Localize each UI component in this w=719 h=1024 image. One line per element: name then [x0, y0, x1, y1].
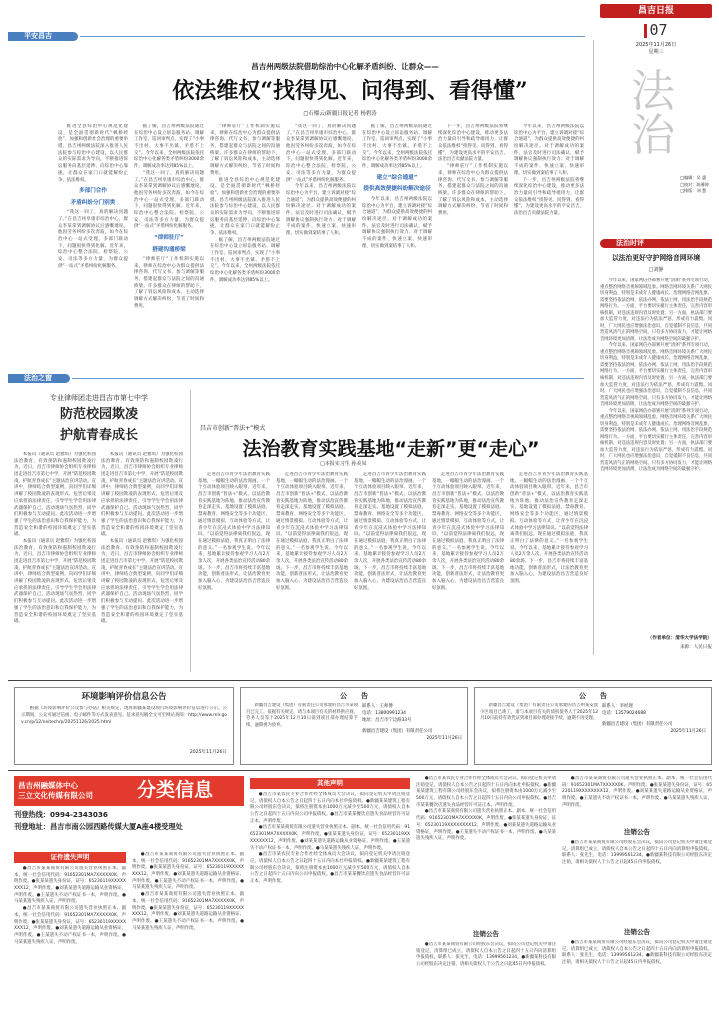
notice-1-address: 地址：昌吉市宁边路33号 — [362, 718, 412, 724]
paper-name: 昌吉日报 — [600, 4, 712, 18]
main-col-4: “我这一回了，真的解决问题了。”在昌吉州阜康市综治中心，群众李某拿到调解协议后感慨地说。他因劳务纠纷多次奔波，如今在综治中心一站式受理、多部门联动下，问题很快得到化解。近年来，综治中心整合法院、检察院、公安、司法等多方力量，为群众提供“一站式”矛盾纠纷化解服务。 今年以来，昌吉州两级法院以综治中心为平台，建立诉调对接“综合通道”，为群众提供高效便捷的纠纷解决途径。对于调解成功的案件，法官及时进行司法确认，赋予调解协议强制执行效力；对于调解不成的案件，快速立案、快速审理，切实做到案结事了人和。 — [286, 124, 356, 236]
story2-col-2: 本报讯（通讯员 赵雅琪）为强化校园法治教育，有效预防和遏制校园欺凌行为，近日，昌吉市律师协会组织专业律师团走进昌吉市第七中学，开展“防范校园欺凌，护航青春成长”主题法治宣讲活动。宣讲中，律师结合典型案例，向同学们详细讲解了校园欺凌的表现形式、危害后果及应承担的法律责任，引导学生学会用法律武器保护自己。活动现场气氛热烈，同学们积极参与互动提问。此次活动进一步增强了学生的法治意识和自我保护能力，为营造安全和谐的校园环境奠定了坚实基础。 本报讯（通讯员 赵雅琪）为强化校园法治教育，有效预防和遏制校园欺凌行为，近日，昌吉市律师协会组织专业律师团走进昌吉市第七中学，开展“防范校园欺凌，护航青春成长”主题法治宣讲活动。宣讲中，律师结合典型案例，向同学们详细讲解了校园欺凌的表现形式、危害后果及应承担的法律责任，引导学生学会用法律武器保护自己。活动现场气氛热烈，同学们积极参与互动提问。此次活动进一步增强了学生的法治意识和自我保护能力，为营造安全和谐的校园环境奠定了坚实基础。 — [101, 452, 183, 625]
env-notice-box — [14, 687, 234, 765]
main-col-2: 据了解，昌吉州两级法院通过在综治中心设立诉讼服务站、调解工作室、巡回审判点，实现了“小事不出村、大事不出镇、矛盾不上交”。今年以来，全州两级法院依托综治中心化解各类矛盾纠纷3000余件，调解成功率达到85%以上。 “我这一回了，真的解决问题了。”在昌吉州阜康市综治中心，群众李某拿到调解协议后感慨地说。他因劳务纠纷多次奔波，如今在综治中心一站式受理、多部门联动下，问题很快得到化解。近年来，综治中心整合法院、检察院、公安、司法等多方力量，为群众提供“一站式”矛盾纠纷化解服务。 “律师驻厅” 搭建沟通桥梁 “律师驻厅”工作机制实施以来，律师在综治中心为群众提供法律咨询、代写文书、参与调解等服务，搭建起群众与法院之间的沟通桥梁。许多群众在律师的帮助下，了解了诉讼风险和成本，主动选择调解方式解决纠纷，节省了时间和费用。 — [134, 124, 204, 309]
section-bar-middle: 法治之窗 — [8, 374, 70, 383]
notice-2-box — [474, 687, 712, 765]
notice-1-company: 新疆昌吉建设（集团）有限责任公司 — [362, 729, 433, 735]
divider — [8, 770, 712, 771]
story3-col-1: 走进昌吉市青少年法治教育实践基地，一幅幅生动的法治漫画、一个个互动体验项目映入眼帘。近年来，昌吉市创新“普法+”模式，以法治教育实践基地为阵地，推动法治宣传教育走深走实。基地设置了模拟法庭、禁毒教育、网络安全等多个功能区，通过情景模拟、互动体验等方式，让青少年在沉浸式体验中学习法律知识。“以前觉得法律离我们很远，现在通过模拟法庭，我真正明白了法律的意义。”一名参观学生说。今年以来，基地累计接待参观学习人员2万余人次，开展各类法治宣传活动80余场。下一步，昌吉市将持续丰富基地功能，创新普法形式，让法治教育更加入脑入心，为建设法治昌吉营造良好氛围。 — [198, 472, 270, 591]
comment-body: 今年以来，国家网信办部署开展“清朗”系列专项行动，重点整治网络音视频领域乱象。网络音网环境关系广大网民切身利益，特别是未成年人健康成长。治理网络音网乱象，需要坚持依法治网、依法办网、依法上网，用法治手段规范网络行为。一方面，平台要切实履行主体责任，完善内容审核机制，对违法违规内容及时处置；另一方面，执法部门要加大监管力度，对违法行为依法严惩，形成有力震慑。同时，广大网民也应增强法治意识，自觉抵制不良信息，共同营造风清气正的网络空间。只有多方协同发力，才能让网络音网环境更加清朗，让法治成为网络空间的最强守护。 今年以来，国家网信办部署开展“清朗”系列专项行动，重点整治网络音视频领域乱象。网络音网环境关系广大网民切身利益，特别是未成年人健康成长。治理网络音网乱象，需要坚持依法治网、依法办网、依法上网，用法治手段规范网络行为。一方面，平台要切实履行主体责任，完善内容审核机制，对违法违规内容及时处置；另一方面，执法部门要加大监管力度，对违法行为依法严惩，形成有力震慑。同时，广大网民也应增强法治意识，自觉抵制不良信息，共同营造风清气正的网络空间。只有多方协同发力，才能让网络音网环境更加清朗，让法治成为网络空间的最强守护。 今年以来，国家网信办部署开展“清朗”系列专项行动，重点整治网络音视频领域乱象。网络音网环境关系广大网民切身利益，特别是未成年人健康成长。治理网络音网乱象，需要坚持依法治网、依法办网、依法上网，用法治手段规范网络行为。一方面，平台要切实履行主体责任，完善内容审核机制，对违法违规内容及时处置；另一方面，执法部门要加大监管力度，对违法行为依法严惩，形成有力震慑。同时，广大网民也应增强法治意识，自觉抵制不良信息，共同营造风清气正的网络空间。只有多方协同发力，才能让网络音网环境更加清朗，让法治成为网络空间的最强守护。 — [600, 278, 712, 473]
notice-1-contact: 联系人：王师傅 — [362, 704, 393, 710]
notice-1-title: 公 告 — [340, 692, 368, 700]
lost-title-bar: 证件遗失声明 — [14, 852, 126, 863]
notice-2-company: 新疆昌吉建设（集团）有限责任公司 — [602, 722, 673, 728]
issue-weekday: 星期三 — [648, 49, 664, 55]
story2-headline-1: 防范校园欺凌 — [59, 407, 138, 422]
cancel-title-1: 注销公告 — [473, 930, 499, 938]
notice-2-phone: 电话：13579024688 — [602, 711, 646, 717]
classified-company-1: 昌吉州融媒体中心 — [18, 781, 78, 791]
story3-col-3: 走进昌吉市青少年法治教育实践基地，一幅幅生动的法治漫画、一个个互动体验项目映入眼帘。近年来，昌吉市创新“普法+”模式，以法治教育实践基地为阵地，推动法治宣传教育走深走实。基地设置了模拟法庭、禁毒教育、网络安全等多个功能区，通过情景模拟、互动体验等方式，让青少年在沉浸式体验中学习法律知识。“以前觉得法律离我们很远，现在通过模拟法庭，我真正明白了法律的意义。”一名参观学生说。今年以来，基地累计接待参观学习人员2万余人次，开展各类法治宣传活动80余场。下一步，昌吉市将持续丰富基地功能，创新普法形式，让法治教育更加入脑入心，为建设法治昌吉营造良好氛围。 — [354, 472, 426, 591]
divider — [72, 378, 584, 379]
comment-source: （作者单位：清华大学法学院） — [647, 636, 712, 641]
env-notice-title: 环境影响评价信息公告 — [81, 692, 167, 702]
story3-col-5: 走进昌吉市青少年法治教育实践基地，一幅幅生动的法治漫画、一个个互动体验项目映入眼帘。近年来，昌吉市创新“普法+”模式，以法治教育实践基地为阵地，推动法治宣传教育走深走实。基地设置了模拟法庭、禁毒教育、网络安全等多个功能区，通过情景模拟、互动体验等方式，让青少年在沉浸式体验中学习法律知识。“以前觉得法律离我们很远，现在通过模拟法庭，我真正明白了法律的意义。”一名参观学生说。今年以来，基地累计接待参观学习人员2万余人次，开展各类法治宣传活动80余场。下一步，昌吉市将持续丰富基地功能，创新普法形式，让法治教育更加入脑入心，为建设法治昌吉营造良好氛围。 — [510, 472, 588, 584]
comment-title: 以法治更好守护网络音网环境 — [611, 254, 701, 262]
notice-1-box — [240, 687, 468, 765]
editor-credits: □编辑：吴 惠 □校对：陈雅婷 □排版：刘 慧 — [680, 175, 710, 194]
main-col-7: 今年以来，昌吉州两级法院以综治中心为平台，建立诉调对接“综合通道”，为群众提供高效便捷的纠纷解决途径。对于调解成功的案件，法官及时进行司法确认，赋予调解协议强制执行效力；对于调解不成的案件，快速立案、快速审理，切实做到案结事了人和。 下一步，昌吉州两级法院将继续深化综治中心建设，推动更多法治力量向引导和疏导端用力，让群众依法维权“找得见、问得到、看得懂”，为建设更高水平的平安昌吉、法治昌吉贡献法院力量。 — [514, 124, 584, 216]
notice-2-text: 新疆昌吉建设（集团）有限责任公司承建的昌吉州某安置小区项目已竣工，请与本项目有关的债权债务人于2025年12月10日前持有效凭证到项目部办理对接手续，逾期不再受理。 — [480, 703, 598, 722]
sidebar-calligraphy — [624, 66, 682, 190]
other-col-3: ●昌吉市某某商贸有限公司遗失营业执照正本、副本，统一社会信用代码：91652301MA7XXXXX0K，声明作废。●张某某遗失身份证，证号：65230119XXXXXXXX12，声明作废。●刘某某遗失道路运输从业资格证，声明作废。●王某遗失不动产权证书一本，声明作废。●马某某遗失残疾人证，声明作废。 — [562, 776, 712, 808]
main-col-6: 下一步，昌吉州两级法院将继续深化综治中心建设，推动更多法治力量向引导和疏导端用力，让群众依法维权“找得见、问得到、看得懂”，为建设更高水平的平安昌吉、法治昌吉贡献法院力量。 “律师驻厅”工作机制实施以来，律师在综治中心为群众提供法律咨询、代写文书、参与调解等服务，搭建起群众与法院之间的沟通桥梁。许多群众在律师的帮助下，了解了诉讼风险和成本，主动选择调解方式解决纠纷，节省了时间和费用。 — [438, 124, 508, 216]
calligraphy-char-2: 治 — [631, 110, 675, 161]
notice-1-text: 新疆昌吉建设（集团）有限责任公司承建的昌吉市某项目已完工，依据有关规定，请与本项目有关的材料供应商、劳务人员等于2025年12月10日前到项目部办理结算手续，逾期视为放弃。 — [246, 703, 358, 728]
main-kicker: 昌吉州两级法院借助综治中心化解矛盾纠纷、让群众—— — [251, 62, 439, 71]
env-notice-date: 2025年11月26日 — [189, 750, 227, 756]
story3-col-2: 走进昌吉市青少年法治教育实践基地，一幅幅生动的法治漫画、一个个互动体验项目映入眼帘。近年来，昌吉市创新“普法+”模式，以法治教育实践基地为阵地，推动法治宣传教育走深走实。基地设置了模拟法庭、禁毒教育、网络安全等多个功能区，通过情景模拟、互动体验等方式，让青少年在沉浸式体验中学习法律知识。“以前觉得法律离我们很远，现在通过模拟法庭，我真正明白了法律的意义。”一名参观学生说。今年以来，基地累计接待参观学习人员2万余人次，开展各类法治宣传活动80余场。下一步，昌吉市将持续丰富基地功能，创新普法形式，让法治教育更加入脑入心，为建设法治昌吉营造良好氛围。 — [276, 472, 348, 591]
classified-contact — [14, 809, 244, 832]
cancel-title-2: 注销公告 — [624, 828, 650, 836]
lost-col-2: ●昌吉市某某商贸有限公司遗失营业执照正本、副本，统一社会信用代码：91652301MA7XXXXX0K，声明作废。●张某某遗失身份证，证号：65230119XXXXXXXX12，声明作废。●刘某某遗失道路运输从业资格证，声明作废。●王某遗失不动产权证书一本，声明作废。●马某某遗失残疾人证，声明作废。 ●昌吉市某某商贸有限公司遗失营业执照正本、副本，统一社会信用代码：91652301MA7XXXXX0K，声明作废。●张某某遗失身份证，证号：65230119XXXXXXXX12，声明作废。●刘某某遗失道路运输从业资格证，声明作废。●王某遗失不动产权证书一本，声明作废。●马某某遗失残疾人证，声明作废。 — [132, 852, 244, 931]
section-bar-top: 平安昌吉 — [8, 32, 78, 41]
divider — [190, 390, 191, 672]
classified-address: 刊登地址：昌吉市南公园西路传媒大厦A座4楼受理处 — [14, 821, 183, 831]
calligraphy-char-1: 法 — [631, 66, 675, 117]
env-notice-text: 根据《环境影响评价公众参与办法》相关规定，现将新疆某建设项目环境影响评价信息进行公示。公示期间，公众可通过信函、电子邮件等方式发表意见。征求意见稿全文可至网站查阅：http://www.mlr.gov.cn/p/12/neitech/p/20251126/2025.html — [21, 706, 227, 725]
other-title-bar: 其他声明 — [250, 778, 410, 789]
issue-date: 2025年11月26日 — [635, 41, 677, 48]
classified-company-2: 三立文化传媒有限公司 — [18, 791, 93, 800]
story2-headline-2: 护航青春成长 — [59, 428, 138, 443]
other-col-2: ●昌吉市某农民专业合作社经全体成员大会决议，拟向登记机关申请注销登记，请债权人自本公告之日起四十五日内向本社申报债权。●新疆某某建筑工程有限公司经股东会决议，拟将注册资本由1000万元减少至500万元，请债权人自本公告之日起四十五日内向公司申报债权。●昌吉市某某餐饮店遗失食品经营许可证正本，声明作废。 ●昌吉市某某商贸有限公司遗失营业执照正本、副本，统一社会信用代码：91652301MA7XXXXX0K，声明作废。●张某某遗失身份证，证号：65230119XXXXXXXX12，声明作废。●刘某某遗失道路运输从业资格证，声明作废。●王某遗失不动产权证书一本，声明作废。●马某某遗失残疾人证，声明作废。 — [416, 776, 556, 842]
notice-2-title: 公 告 — [579, 692, 607, 700]
comment-author: □刘静 — [648, 267, 664, 273]
divider — [593, 40, 594, 655]
notice-2-contact: 联系人：李经理 — [602, 704, 633, 710]
main-col-3: “律师驻厅”工作机制实施以来，律师在综治中心为群众提供法律咨询、代写文书、参与调解等服务，搭建起群众与法院之间的沟通桥梁。许多群众在律师的帮助下，了解了诉讼风险和成本，主动选择调解方式解决纠纷，节省了时间和费用。 推进全县综治中心规范化建设，是全面贯彻新时代“枫桥经验”、加强和创新社会治理的重要举措。昌吉州两级法院深入推进人民法院参与综治中心建设，以人民群众的实际需求为导向，不断推进诉讼服务向基层延伸、向综治中心靠拢，让群众在家门口就能解纷止争、依法维权。 据了解，昌吉州两级法院通过在综治中心设立诉讼服务站、调解工作室、巡回审判点，实现了“小事不出村、大事不出镇、矛盾不上交”。今年以来，全州两级法院依托综治中心化解各类矛盾纠纷3000余件，调解成功率达到85%以上。 — [210, 124, 280, 283]
divider — [8, 680, 712, 681]
divider — [80, 36, 585, 37]
main-col-5: 据了解，昌吉州两级法院通过在综治中心设立诉讼服务站、调解工作室、巡回审判点，实现了“小事不出村、大事不出镇、矛盾不上交”。今年以来，全州两级法院依托综治中心化解各类矛盾纠纷3000余件，调解成功率达到85%以上。 建立“综合通道” 提供高效便捷纠纷解决途径 今年以来，昌吉州两级法院以综治中心为平台，建立诉调对接“综合通道”，为群众提供高效便捷的纠纷解决途径。对于调解成功的案件，法官及时进行司法确认，赋予调解协议强制执行效力；对于调解不成的案件，快速立案、快速审理，切实做到案结事了人和。 — [362, 124, 432, 249]
cancel-col-3: ●昌吉市某某商贸有限公司经股东会决议，拟向公司登记机关申请注销登记，清算组已成立，请债权人自本公告之日起四十五日内向清算组申报债权。联系人：张先生，电话：13999561234。●新疆某科技有限公司经股东决定注销，请相关债权人于公告之日起45日内申报债权。 — [562, 940, 712, 966]
story3-byline: □本报实习生 孙美凤 — [320, 461, 367, 467]
notice-1-date: 2025年11月26日 — [426, 736, 462, 742]
cancel-col-1: ●昌吉市某某商贸有限公司经股东会决议，拟向公司登记机关申请注销登记，清算组已成立，请债权人自本公告之日起四十五日内向清算组申报债权。联系人：张先生，电话：13999561234。●新疆某科技有限公司经股东决定注销，请相关债权人于公告之日起45日内申报债权。 — [416, 942, 556, 968]
masthead — [600, 4, 712, 55]
notice-1-phone: 电话：13800991234 — [362, 711, 406, 717]
story3-col-4: 走进昌吉市青少年法治教育实践基地，一幅幅生动的法治漫画、一个个互动体验项目映入眼帘。近年来，昌吉市创新“普法+”模式，以法治教育实践基地为阵地，推动法治宣传教育走深走实。基地设置了模拟法庭、禁毒教育、网络安全等多个功能区，通过情景模拟、互动体验等方式，让青少年在沉浸式体验中学习法律知识。“以前觉得法律离我们很远，现在通过模拟法庭，我真正明白了法律的意义。”一名参观学生说。今年以来，基地累计接待参观学习人员2万余人次，开展各类法治宣传活动80余场。下一步，昌吉市将持续丰富基地功能，创新普法形式，让法治教育更加入脑入心，为建设法治昌吉营造良好氛围。 — [432, 472, 504, 591]
comment-from: 来源：人民日报 — [679, 645, 712, 650]
main-headline: 依法维权“找得见、问得到、看得懂” — [172, 78, 528, 104]
story3-kicker: 昌吉市创新“普法+”模式 — [200, 425, 266, 432]
page-number: 07 — [649, 21, 668, 39]
classified-phone: 刊登热线：0994-2343036 — [14, 810, 108, 819]
story2-kicker: 专业律师团走进昌吉市第七中学 — [50, 394, 148, 402]
cancel-col-2: ●昌吉市某某商贸有限公司经股东会决议，拟向公司登记机关申请注销登记，清算组已成立，请债权人自本公告之日起四十五日内向清算组申报债权。联系人：张先生，电话：13999561234。●新疆某科技有限公司经股东决定注销，请相关债权人于公告之日起45日内申报债权。 — [562, 840, 712, 866]
classified-banner: 分类信息 — [136, 779, 213, 802]
section-bar-comment: 法治时评 — [600, 239, 712, 248]
main-byline: □石榴云/新疆日报记者 杨碧涛 — [303, 111, 377, 117]
lost-col-1: ●昌吉市某某商贸有限公司遗失营业执照正本、副本，统一社会信用代码：91652301MA7XXXXX0K，声明作废。●张某某遗失身份证，证号：65230119XXXXXXXX12，声明作废。●刘某某遗失道路运输从业资格证，声明作废。●王某遗失不动产权证书一本，声明作废。●马某某遗失残疾人证，声明作废。 ●昌吉市某某商贸有限公司遗失营业执照正本、副本，统一社会信用代码：91652301MA7XXXXX0K，声明作废。●张某某遗失身份证，证号：65230119XXXXXXXX12，声明作废。●刘某某遗失道路运输从业资格证，声明作废。●王某遗失不动产权证书一本，声明作废。●马某某遗失残疾人证，声明作废。 — [14, 866, 126, 945]
classified-header — [14, 776, 244, 806]
story3-headline: 法治教育实践基地“走新”更“走心” — [242, 438, 540, 460]
other-col-1: ●昌吉市某农民专业合作社经全体成员大会决议，拟向登记机关申请注销登记，请债权人自本公告之日起四十五日内向本社申报债权。●新疆某某建筑工程有限公司经股东会决议，拟将注册资本由1000万元减少至500万元，请债权人自本公告之日起四十五日内向公司申报债权。●昌吉市某某餐饮店遗失食品经营许可证正本，声明作废。 ●昌吉市某某商贸有限公司遗失营业执照正本、副本，统一社会信用代码：91652301MA7XXXXX0K，声明作废。●张某某遗失身份证，证号：65230119XXXXXXXX12，声明作废。●刘某某遗失道路运输从业资格证，声明作废。●王某遗失不动产权证书一本，声明作废。●马某某遗失残疾人证，声明作废。 ●昌吉市某农民专业合作社经全体成员大会决议，拟向登记机关申请注销登记，请债权人自本公告之日起四十五日内向本社申报债权。●新疆某某建筑工程有限公司经股东会决议，拟将注册资本由1000万元减少至500万元，请债权人自本公告之日起四十五日内向公司申报债权。●昌吉市某某餐饮店遗失食品经营许可证正本，声明作废。 — [250, 792, 410, 884]
notice-2-date: 2025年11月26日 — [670, 729, 706, 735]
cancel-title-3: 注销公告 — [624, 928, 650, 936]
main-col-1: 推进全县综治中心规范化建设，是全面贯彻新时代“枫桥经验”、加强和创新社会治理的重要举措。昌吉州两级法院深入推进人民法院参与综治中心建设，以人民群众的实际需求为导向，不断推进诉讼服务向基层延伸、向综治中心靠拢，让群众在家门口就能解纷止争、依法维权。 多部门合作 矛盾纠纷分门别类 “我这一回了，真的解决问题了。”在昌吉州阜康市综治中心，群众李某拿到调解协议后感慨地说。他因劳务纠纷多次奔波，如今在综治中心一站式受理、多部门联动下，问题很快得到化解。近年来，综治中心整合法院、检察院、公安、司法等多方力量，为群众提供“一站式”矛盾纠纷化解服务。 — [58, 124, 128, 269]
story2-col-1: 本报讯（通讯员 赵雅琪）为强化校园法治教育，有效预防和遏制校园欺凌行为，近日，昌吉市律师协会组织专业律师团走进昌吉市第七中学，开展“防范校园欺凌，护航青春成长”主题法治宣讲活动。宣讲中，律师结合典型案例，向同学们详细讲解了校园欺凌的表现形式、危害后果及应承担的法律责任，引导学生学会用法律武器保护自己。活动现场气氛热烈，同学们积极参与互动提问。此次活动进一步增强了学生的法治意识和自我保护能力，为营造安全和谐的校园环境奠定了坚实基础。 本报讯（通讯员 赵雅琪）为强化校园法治教育，有效预防和遏制校园欺凌行为，近日，昌吉市律师协会组织专业律师团走进昌吉市第七中学，开展“防范校园欺凌，护航青春成长”主题法治宣讲活动。宣讲中，律师结合典型案例，向同学们详细讲解了校园欺凌的表现形式、危害后果及应承担的法律责任，引导学生学会用法律武器保护自己。活动现场气氛热烈，同学们积极参与互动提问。此次活动进一步增强了学生的法治意识和自我保护能力，为营造安全和谐的校园环境奠定了坚实基础。 — [14, 452, 96, 625]
